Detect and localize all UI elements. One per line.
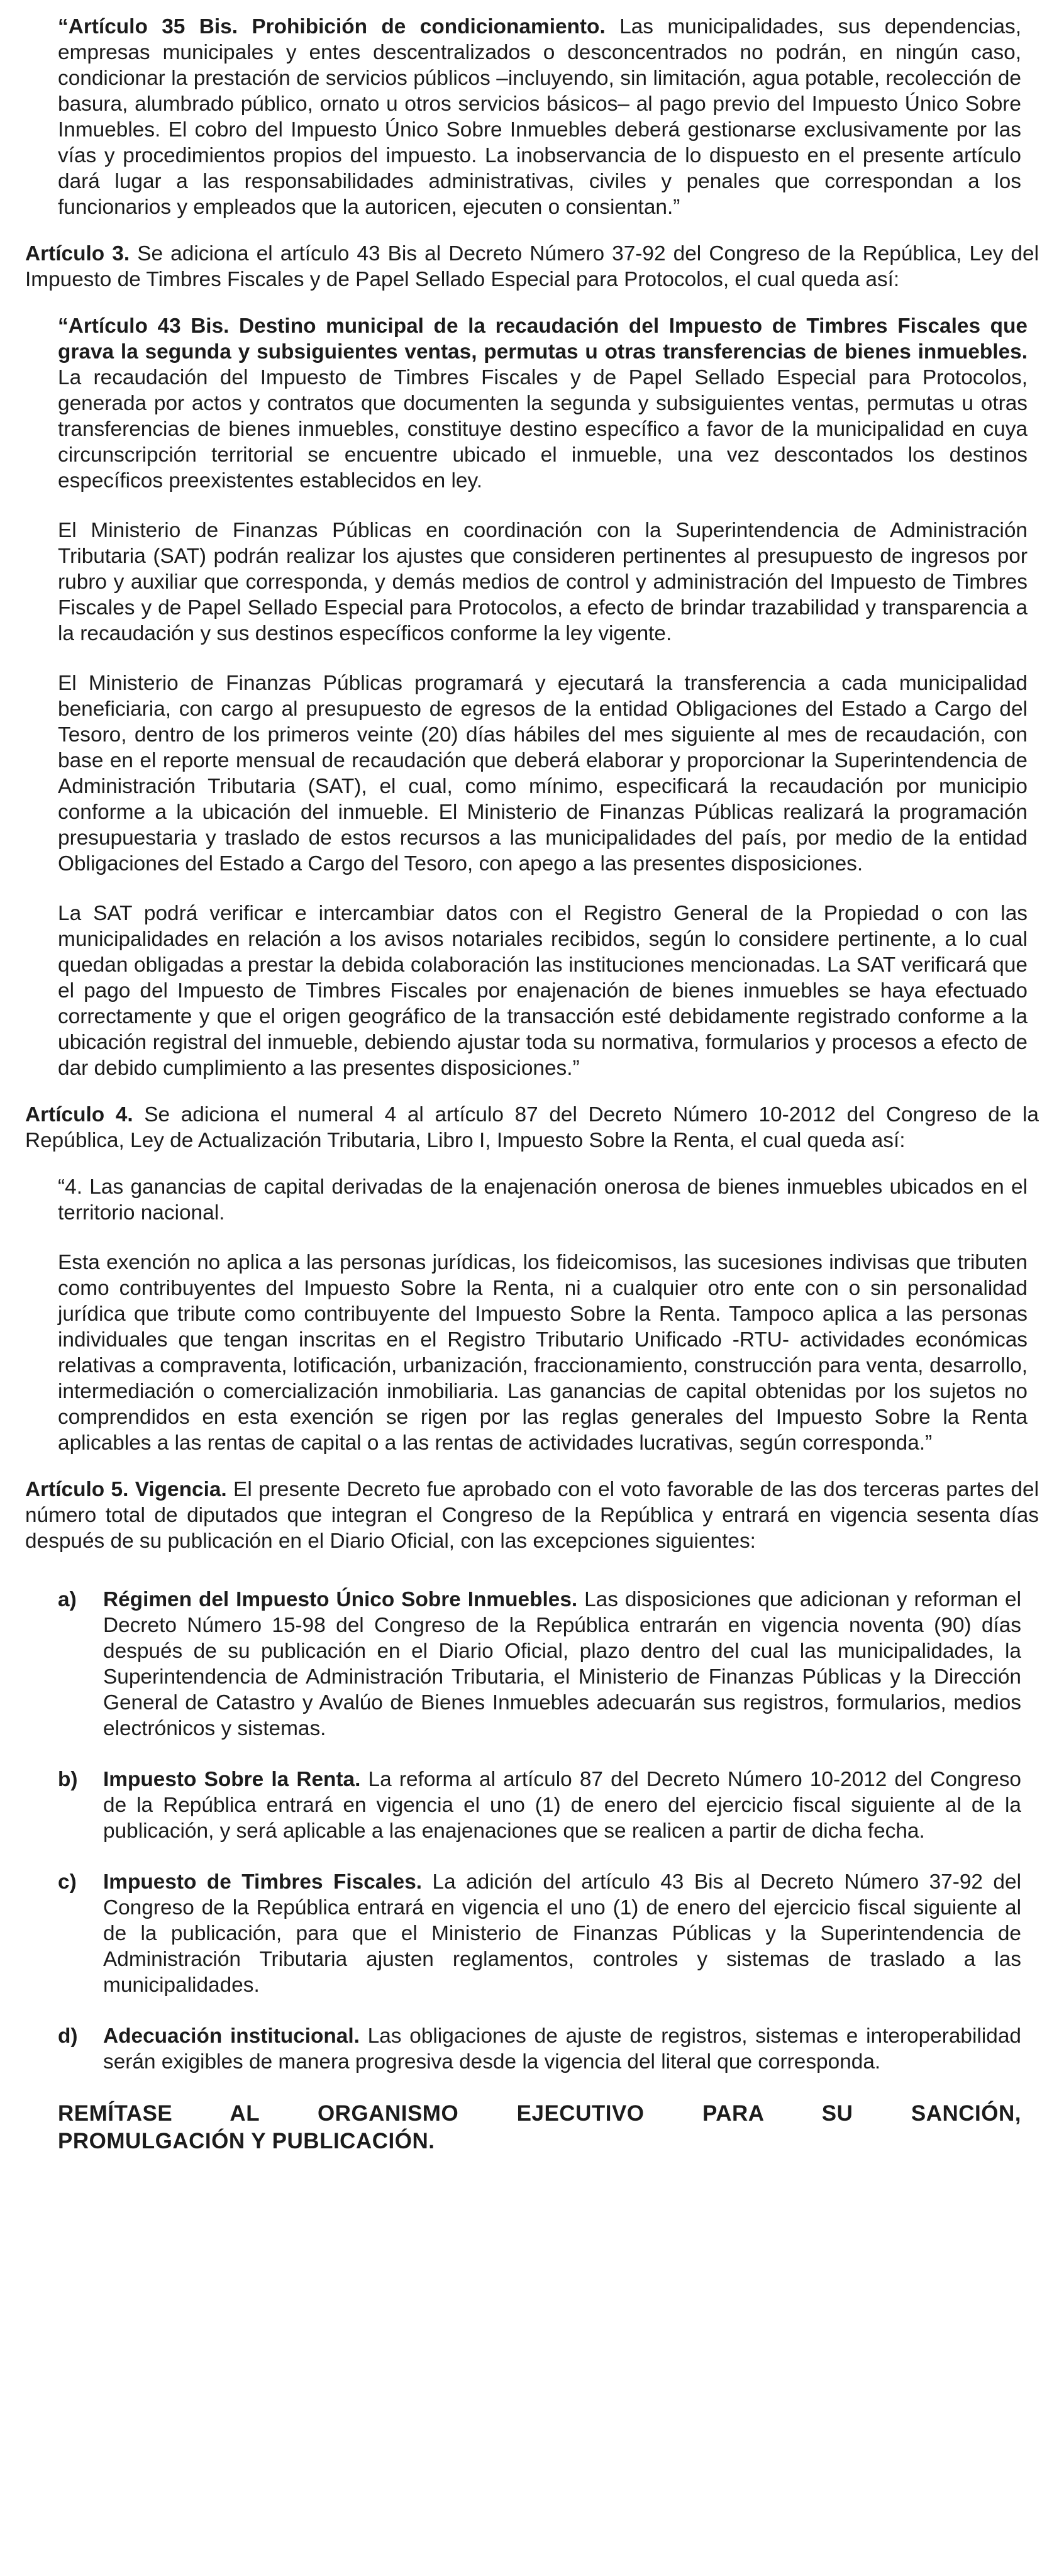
article-35-bis: [58, 14, 1021, 220]
exception-text: [103, 1869, 1021, 1998]
exception-label: c): [58, 1870, 77, 1894]
exception-item: [58, 1587, 1021, 1741]
exception-item: [58, 2023, 1021, 2075]
exception-heading: Impuesto de Timbres Fiscales.: [103, 1870, 423, 1894]
exception-label: a): [58, 1588, 77, 1611]
exception-label: b): [58, 1768, 78, 1791]
article-43-bis-p1: [58, 313, 1028, 494]
article-3-body: Se adiciona el artículo 43 Bis al Decreto Número 37-92 del Congreso de la República, Ley del Impuesto de Timbres Fiscales y de Papel Sellado Especial para Protocolos, el cual queda así:: [25, 242, 1039, 291]
closing-line-2: PROMULGACIÓN Y PUBLICACIÓN.: [58, 2129, 435, 2153]
exceptions-list: [58, 1587, 1021, 2075]
exception-label: d): [58, 2024, 78, 2048]
exception-body: Las obligaciones de ajuste de registros, sistemas e interoperabilidad serán exigibles de manera progresiva desde la vigencia del literal que corresponda.: [103, 2024, 1021, 2074]
article-43-bis-p2: El Ministerio de Finanzas Públicas en coordinación con la Superintendencia de Administración Tributaria (SAT) podrán realizar los ajustes que consideren pertinentes al presupuesto de ingresos por rubro y auxiliar que corresponda, y demás medios de control y administración del Impuesto de Timbres Fiscales y de Papel Sellado Especial para Protocolos, a efecto de brindar trazabilidad y transparencia a la recaudación y sus destinos específicos conforme la ley vigente.: [58, 519, 1028, 645]
article-5: [25, 1477, 1039, 1554]
article-4: [25, 1102, 1039, 1153]
exception-text: [103, 1587, 1021, 1741]
closing-statement: [58, 2100, 1021, 2155]
article-3-heading: Artículo 3.: [25, 242, 130, 265]
numeral-4-p1: “4. Las ganancias de capital derivadas de la enajenación onerosa de bienes inmuebles ubicados en el territorio nacional.: [58, 1175, 1028, 1224]
exception-item: [58, 1767, 1021, 1844]
exception-text: [103, 2023, 1021, 2075]
exception-heading: Impuesto Sobre la Renta.: [103, 1768, 361, 1791]
exception-body: La adición del artículo 43 Bis al Decreto Número 37-92 del Congreso de la República entrará en vigencia el uno (1) de enero del ejercicio fiscal siguiente al de la publicación, para que el Ministerio de Finanzas Públicas y la Superintendencia de Administración Tributaria ajusten reglamentos, controles y sistemas de traslado a las municipalidades.: [103, 1870, 1021, 1997]
article-35-bis-heading: “Artículo 35 Bis. Prohibición de condicionamiento.: [58, 15, 606, 38]
article-43-bis-p4: La SAT podrá verificar e intercambiar datos con el Registro General de la Propiedad o con las municipalidades en relación a los avisos notariales recibidos, según lo considere pertinente, a lo cual quedan obligadas a prestar la debida colaboración las instituciones mencionadas. La SAT verificará que el pago del Impuesto de Timbres Fiscales por enajenación de bienes inmuebles se haya efectuado correctamente y que el origen geográfico de la transacción esté debidamente registrado conforme a la ubicación registral del inmueble, debiendo ajustar toda su normativa, formularios y procesos a efecto de dar debido cumplimiento a las presentes disposiciones.”: [58, 902, 1028, 1080]
exception-item: [58, 1869, 1021, 1998]
numeral-4-p2: Esta exención no aplica a las personas jurídicas, los fideicomisos, las sucesiones indivisas que tributen como contribuyentes del Impuesto Sobre la Renta, ni a cualquier otro ente con o sin personalidad jurídica que tribute como contribuyente del Impuesto Sobre la Renta. Tampoco aplica a las personas individuales que tengan inscritas en el Registro Tributario Unificado -RTU- actividades económicas relativas a compraventa, lotificación, urbanización, fraccionamiento, construcción para venta, desarrollo, intermediación o comercialización inmobiliaria. Las ganancias de capital obtenidas por los sujetos no comprendidos en esta exención se rigen por las reglas generales del Impuesto Sobre la Renta aplicables a las rentas de capital o a las rentas de actividades lucrativas, según corresponda.”: [58, 1251, 1028, 1455]
exception-body: Las disposiciones que adicionan y reforman el Decreto Número 15-98 del Congreso de la República entrarán en vigencia noventa (90) días después de su publicación en el Diario Oficial, plazo dentro del cual las municipalidades, la Superintendencia de Administración Tributaria, el Ministerio de Finanzas Públicas y la Dirección General de Catastro y Avalúo de Bienes Inmuebles adecuarán sus registros, formularios, medios electrónicos y sistemas.: [103, 1588, 1021, 1740]
closing-line-1: REMÍTASE AL ORGANISMO EJECUTIVO PARA SU SANCIÓN,: [58, 2101, 1021, 2126]
article-5-heading: Artículo 5. Vigencia.: [25, 1478, 227, 1501]
numeral-4-quote: [58, 1174, 1028, 1456]
exception-heading: Adecuación institucional.: [103, 2024, 360, 2048]
article-3: [25, 241, 1039, 292]
exception-text: [103, 1767, 1021, 1844]
article-43-bis-quote: [58, 313, 1028, 1081]
article-35-bis-body: Las municipalidades, sus dependencias, empresas municipales y entes descentralizados o desconcentrados no podrán, en ningún caso, condicionar la prestación de servicios públicos –incluyendo, sin limitación, agua potable, recolección de basura, alumbrado público, ornato u otros servicios básicos– al pago previo del Impuesto Único Sobre Inmuebles. El cobro del Impuesto Único Sobre Inmuebles deberá gestionarse exclusivamente por las vías y procedimientos propios del impuesto. La inobservancia de lo dispuesto en el presente artículo dará lugar a las responsabilidades administrativas, civiles y penales que correspondan a los funcionarios y empleados que la autoricen, ejecuten o consientan.”: [58, 15, 1021, 219]
article-4-heading: Artículo 4.: [25, 1103, 133, 1126]
article-43-bis-body: La recaudación del Impuesto de Timbres Fiscales y de Papel Sellado Especial para Protocolos, generada por actos y contratos que documenten la segunda y subsiguientes ventas, permutas u otras transferencias de bienes inmuebles, constituye destino específico a favor de la municipalidad en cuya circunscripción territorial se encuentre ubicado el inmueble, una vez descontados los destinos específicos preexistentes establecidos en ley.: [58, 366, 1028, 492]
article-43-bis-heading: “Artículo 43 Bis. Destino municipal de la recaudación del Impuesto de Timbres Fiscales que grava la segunda y subsiguientes ventas, permutas u otras transferencias de bienes inmuebles.: [58, 314, 1028, 364]
exception-heading: Régimen del Impuesto Único Sobre Inmuebles.: [103, 1588, 578, 1611]
exception-body: La reforma al artículo 87 del Decreto Número 10-2012 del Congreso de la República entrará en vigencia el uno (1) de enero del ejercicio fiscal siguiente al de la publicación, y será aplicable a las enajenaciones que se realicen a partir de dicha fecha.: [103, 1768, 1021, 1843]
article-5-body: El presente Decreto fue aprobado con el voto favorable de las dos terceras partes del número total de diputados que integran el Congreso de la República y entrará en vigencia sesenta días después de su publicación en el Diario Oficial, con las excepciones siguientes:: [25, 1478, 1039, 1553]
article-4-body: Se adiciona el numeral 4 al artículo 87 del Decreto Número 10-2012 del Congreso de la República, Ley de Actualización Tributaria, Libro I, Impuesto Sobre la Renta, el cual queda así:: [25, 1103, 1039, 1152]
article-43-bis-p3: El Ministerio de Finanzas Públicas programará y ejecutará la transferencia a cada municipalidad beneficiaria, con cargo al presupuesto de egresos de la entidad Obligaciones del Estado a Cargo del Tesoro, dentro de los primeros veinte (20) días hábiles del mes siguiente al mes de recaudación, con base en el reporte mensual de recaudación que deberá elaborar y proporcionar la Superintendencia de Administración Tributaria (SAT), el cual, como mínimo, especificará la recaudación por municipio conforme a la ubicación del inmueble. El Ministerio de Finanzas Públicas realizará la programación presupuestaria y traslado de estos recursos a las municipalidades del país, por medio de la entidad Obligaciones del Estado a Cargo del Tesoro, con apego a las presentes disposiciones.: [58, 672, 1028, 875]
